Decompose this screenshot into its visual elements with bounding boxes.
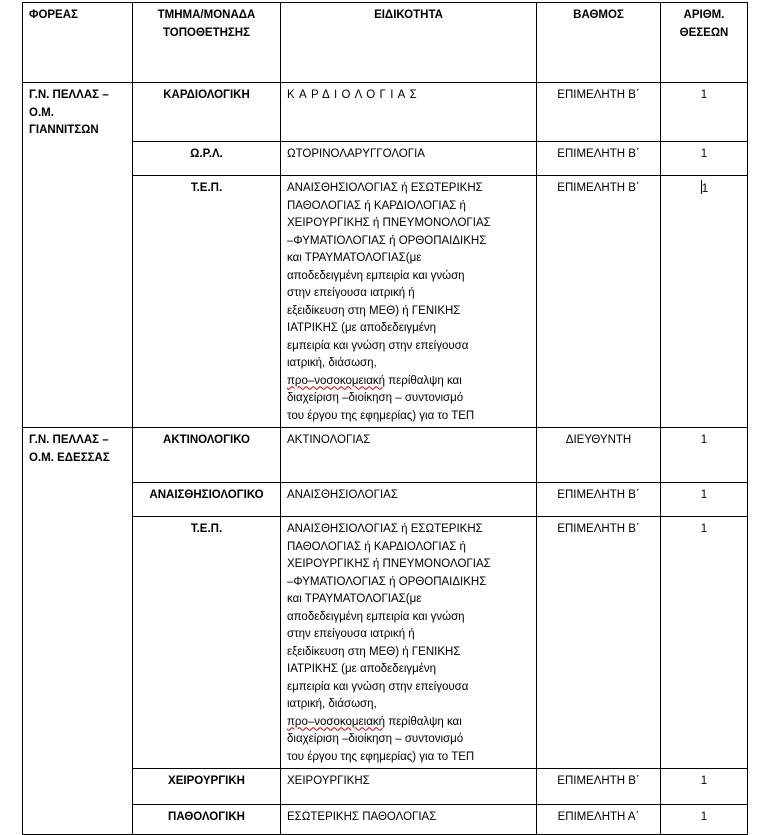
arith-cell: 1 bbox=[661, 483, 748, 517]
vathmos-cell: ΔΙΕΥΘΥΝΤΗ bbox=[537, 428, 661, 483]
table-row bbox=[23, 428, 748, 483]
eidikotita-cell: ΑΝΑΙΣΘΗΣΙΟΛΟΓΙΑΣ ή ΕΣΩΤΕΡΙΚΗΣ ΠΑΘΟΛΟΓΙΑΣ ή ΚΑΡΔΙΟΛΟΓΙΑΣ ή ΧΕΙΡΟΥΡΓΙΚΗΣ ή ΠΝΕΥΜΟΝΟΛΟΓΙΑΣ –ΦΥΜΑΤΙΟΛΟΓΙΑΣ ή ΟΡΘΟΠΑΙΔΙΚΗΣ και ΤΡΑΥΜΑΤΟΛΟΓΙΑΣ(με αποδεδειγμένη εμπειρία και γνώση στην επείγουσα ιατρική ή εξειδίκευση στη ΜΕΘ) ή ΓΕΝΙΚΗΣ ΙΑΤΡΙΚΗΣ (με αποδεδειγμένη εμπειρία και γνώση στην επείγουσα ιατρική, διάσωση, προ–νοσοκομειακή περίθαλψη και διαχείριση –διοίκηση – συντονισμό του έργου της εφημερίας) για το ΤΕΠ bbox=[281, 517, 537, 769]
header-eidikotita: ΕΙΔΙΚΟΤΗΤΑ bbox=[281, 3, 537, 83]
table-row bbox=[23, 805, 748, 835]
eidikotita-cell: ΑΝΑΙΣΘΗΣΙΟΛΟΓΙΑΣ ή ΕΣΩΤΕΡΙΚΗΣ ΠΑΘΟΛΟΓΙΑΣ ή ΚΑΡΔΙΟΛΟΓΙΑΣ ή ΧΕΙΡΟΥΡΓΙΚΗΣ ή ΠΝΕΥΜΟΝΟΛΟΓΙΑΣ –ΦΥΜΑΤΙΟΛΟΓΙΑΣ ή ΟΡΘΟΠΑΙΔΙΚΗΣ και ΤΡΑΥΜΑΤΟΛΟΓΙΑΣ(με αποδεδειγμένη εμπειρία και γνώση στην επείγουσα ιατρική ή εξειδίκευση στη ΜΕΘ) ή ΓΕΝΙΚΗΣ ΙΑΤΡΙΚΗΣ (με αποδεδειγμένη εμπειρία και γνώση στην επείγουσα ιατρική, διάσωση, προ–νοσοκομειακή περίθαλψη και διαχείριση –διοίκηση – συντονισμό του έργου της εφημερίας) για το ΤΕΠ bbox=[281, 176, 537, 428]
vathmos-cell: ΕΠΙΜΕΛΗΤΗ Α΄ bbox=[537, 805, 661, 835]
table-row bbox=[23, 483, 748, 517]
arith-cell: 1 bbox=[661, 769, 748, 805]
eidikotita-cell: ΕΣΩΤΕΡΙΚΗΣ ΠΑΘΟΛΟΓΙΑΣ bbox=[281, 805, 537, 835]
vathmos-cell: ΕΠΙΜΕΛΗΤΗ Β΄ bbox=[537, 769, 661, 805]
header-tmima: ΤΜΗΜΑ/ΜΟΝΑΔΑ ΤΟΠΟΘΕΤΗΣΗΣ bbox=[133, 3, 281, 83]
tmima-cell: Τ.Ε.Π. bbox=[133, 517, 281, 769]
eidikotita-cell: ΑΚΤΙΝΟΛΟΓΙΑΣ bbox=[281, 428, 537, 483]
tmima-cell: ΑΝΑΙΣΘΗΣΙΟΛΟΓΙΚΟ bbox=[133, 483, 281, 517]
foreas-cell: Γ.Ν. ΠΕΛΛΑΣ – Ο.Μ. ΓΙΑΝΝΙΤΣΩΝ bbox=[23, 83, 133, 142]
positions-table bbox=[22, 2, 748, 835]
table-row bbox=[23, 83, 748, 142]
spellcheck-underline: προ–νοσοκομειακή bbox=[287, 715, 386, 728]
table-row bbox=[23, 176, 748, 428]
arith-cell: 1 bbox=[661, 428, 748, 483]
eidikotita-cell bbox=[281, 83, 537, 142]
tmima-cell: ΧΕΙΡΟΥΡΓΙΚΗ bbox=[133, 769, 281, 805]
eidikotita-cell: ΧΕΙΡΟΥΡΓΙΚΗΣ bbox=[281, 769, 537, 805]
arith-cell: 1 bbox=[661, 142, 748, 176]
arith-cell: 1 bbox=[661, 83, 748, 142]
eidikotita-text: ΚΑΡΔΙΟΛΟΓΙΑΣ bbox=[287, 89, 422, 101]
vathmos-cell: ΕΠΙΜΕΛΗΤΗ Β΄ bbox=[537, 517, 661, 769]
tmima-cell: Ω.Ρ.Λ. bbox=[133, 142, 281, 176]
vathmos-cell: ΕΠΙΜΕΛΗΤΗ Β΄ bbox=[537, 142, 661, 176]
table-row bbox=[23, 142, 748, 176]
table-row bbox=[23, 769, 748, 805]
tmima-cell: ΚΑΡΔΙΟΛΟΓΙΚΗ bbox=[133, 83, 281, 142]
header-foreas: ΦΟΡΕΑΣ bbox=[23, 3, 133, 83]
tmima-cell: Τ.Ε.Π. bbox=[133, 176, 281, 428]
arith-cell: 1 bbox=[661, 517, 748, 769]
vathmos-cell: ΕΠΙΜΕΛΗΤΗ Β΄ bbox=[537, 176, 661, 428]
table-row bbox=[23, 517, 748, 769]
eidikotita-cell: ΩΤΟΡΙΝΟΛΑΡΥΓΓΟΛΟΓΙΑ bbox=[281, 142, 537, 176]
header-row bbox=[23, 3, 748, 83]
header-vathmos: ΒΑΘΜΟΣ bbox=[537, 3, 661, 83]
tmima-cell: ΑΚΤΙΝΟΛΟΓΙΚΟ bbox=[133, 428, 281, 483]
header-arith: ΑΡΙΘΜ. ΘΕΣΕΩΝ bbox=[661, 3, 748, 83]
arith-cell: 1 bbox=[661, 805, 748, 835]
spellcheck-underline: προ–νοσοκομειακή bbox=[287, 374, 386, 387]
foreas-cell: Γ.Ν. ΠΕΛΛΑΣ – Ο.Μ. ΕΔΕΣΣΑΣ bbox=[23, 428, 133, 483]
vathmos-cell: ΕΠΙΜΕΛΗΤΗ Β΄ bbox=[537, 483, 661, 517]
vathmos-cell: ΕΠΙΜΕΛΗΤΗ Β΄ bbox=[537, 83, 661, 142]
eidikotita-cell: ΑΝΑΙΣΘΗΣΙΟΛΟΓΙΑΣ bbox=[281, 483, 537, 517]
tmima-cell: ΠΑΘΟΛΟΓΙΚΗ bbox=[133, 805, 281, 835]
arith-cell[interactable]: 1 bbox=[661, 176, 748, 428]
